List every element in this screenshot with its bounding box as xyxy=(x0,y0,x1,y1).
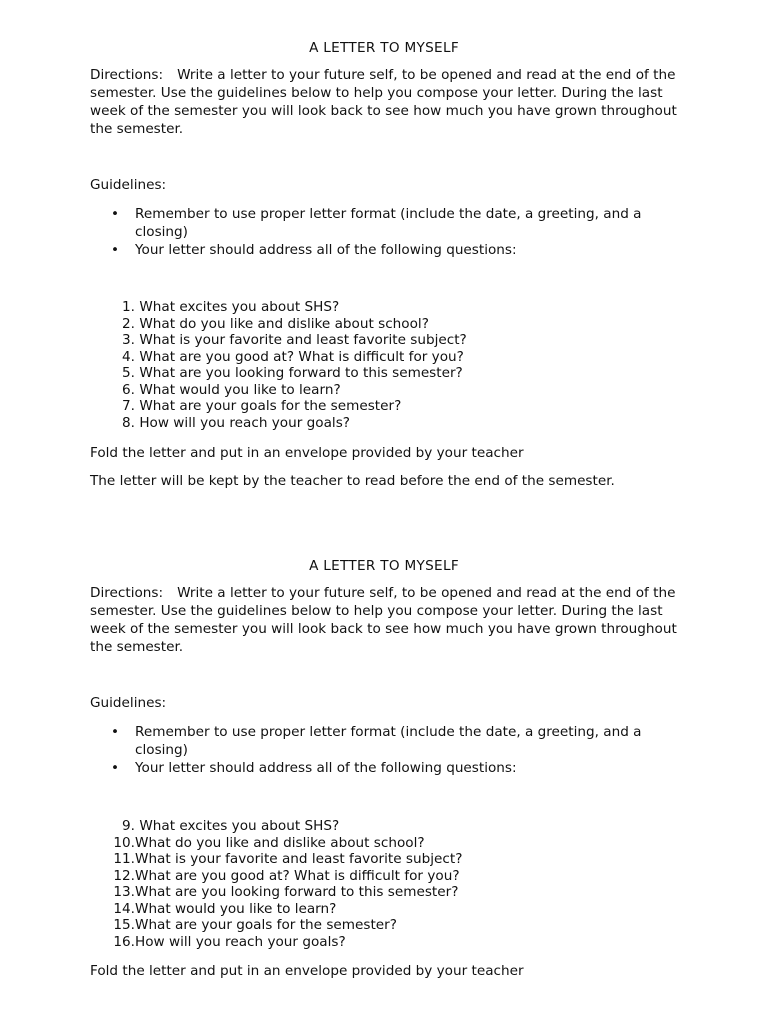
question-number: 3. xyxy=(122,332,135,348)
kept-note: The letter will be kept by the teacher to read before the end of the semester. xyxy=(90,473,615,489)
questions-list xyxy=(90,299,690,431)
directions-paragraph xyxy=(90,584,680,656)
list-item xyxy=(90,316,690,333)
question-text: What excites you about SHS? xyxy=(139,818,340,834)
list-item xyxy=(90,398,690,415)
question-text: What do you like and dislike about school? xyxy=(139,315,429,332)
list-item xyxy=(90,934,690,951)
question-number: 9. xyxy=(122,818,135,834)
bullet-text: Remember to use proper letter format (include the date, a greeting, and a closing) xyxy=(135,206,642,240)
question-number: 1. xyxy=(122,299,135,315)
guidelines-list xyxy=(90,205,690,259)
directions-text: Write a letter to your future self, to be opened and read at the end of the semester. Use the guidelines below to help you compose your letter. During the last week of the semester you will look back to see how much you have grown throughout the semester. xyxy=(90,585,677,655)
list-item xyxy=(90,759,690,777)
bullet-icon: • xyxy=(111,242,120,258)
list-item xyxy=(90,382,690,399)
list-item xyxy=(90,415,690,432)
list-item xyxy=(90,365,690,382)
question-number: 12. xyxy=(113,867,135,884)
bullet-icon: • xyxy=(111,206,120,222)
question-number: 6. xyxy=(122,381,135,398)
question-text: What would you like to learn? xyxy=(139,381,341,398)
question-text: What are your goals for the semester? xyxy=(135,917,397,933)
question-number: 4. xyxy=(122,348,135,365)
question-text: What are you looking forward to this semester? xyxy=(139,365,463,381)
list-item xyxy=(90,884,690,901)
question-number: 7. xyxy=(122,398,135,414)
list-item xyxy=(90,868,690,885)
question-text: What is your favorite and least favorite subject? xyxy=(135,851,463,867)
bullet-icon: • xyxy=(111,724,120,740)
question-number: 8. xyxy=(122,414,135,431)
bullet-text: Remember to use proper letter format (include the date, a greeting, and a closing) xyxy=(135,724,642,758)
question-number: 10. xyxy=(113,834,135,851)
question-text: What are your goals for the semester? xyxy=(139,398,402,414)
section-title: A LETTER TO MYSELF xyxy=(309,40,459,56)
list-item xyxy=(90,917,690,934)
guidelines-list xyxy=(90,723,690,777)
list-item xyxy=(90,205,690,241)
list-item xyxy=(90,299,690,316)
list-item xyxy=(90,851,690,868)
questions-list xyxy=(90,818,690,950)
list-item xyxy=(90,835,690,852)
question-text: What is your favorite and least favorite subject? xyxy=(139,332,467,348)
question-number: 15. xyxy=(113,917,135,933)
guidelines-label: Guidelines: xyxy=(90,695,167,711)
guidelines-label: Guidelines: xyxy=(90,177,167,193)
list-item xyxy=(90,349,690,366)
bullet-text: Your letter should address all of the following questions: xyxy=(135,242,517,258)
question-text: What excites you about SHS? xyxy=(139,299,340,315)
bullet-text: Your letter should address all of the following questions: xyxy=(135,760,517,776)
question-text: How will you reach your goals? xyxy=(135,933,346,950)
question-number: 13. xyxy=(113,884,135,900)
directions-text: Write a letter to your future self, to be opened and read at the end of the semester. Use the guidelines below to help you compose your letter. During the last week of the semester you will look back to see how much you have grown throughout the semester. xyxy=(90,67,677,137)
fold-instruction: Fold the letter and put in an envelope provided by your teacher xyxy=(90,963,524,979)
question-text: What are you looking forward to this semester? xyxy=(135,884,459,900)
directions-paragraph xyxy=(90,66,680,138)
question-text: What would you like to learn? xyxy=(135,900,337,917)
question-text: What are you good at? What is difficult for you? xyxy=(139,348,464,365)
question-text: What are you good at? What is difficult for you? xyxy=(135,867,460,884)
bullet-icon: • xyxy=(111,760,120,776)
section-title: A LETTER TO MYSELF xyxy=(309,558,459,574)
list-item xyxy=(90,332,690,349)
question-number: 14. xyxy=(113,900,135,917)
directions-label: Directions: xyxy=(90,67,164,83)
directions-label: Directions: xyxy=(90,585,164,601)
list-item xyxy=(90,901,690,918)
list-item xyxy=(90,818,690,835)
list-item xyxy=(90,723,690,759)
question-text: How will you reach your goals? xyxy=(139,414,351,431)
question-number: 11. xyxy=(113,851,135,867)
question-text: What do you like and dislike about school? xyxy=(135,834,425,851)
question-number: 2. xyxy=(122,315,135,332)
list-item xyxy=(90,241,690,259)
question-number: 5. xyxy=(122,365,135,381)
fold-instruction: Fold the letter and put in an envelope provided by your teacher xyxy=(90,445,524,461)
question-number: 16. xyxy=(113,933,135,950)
